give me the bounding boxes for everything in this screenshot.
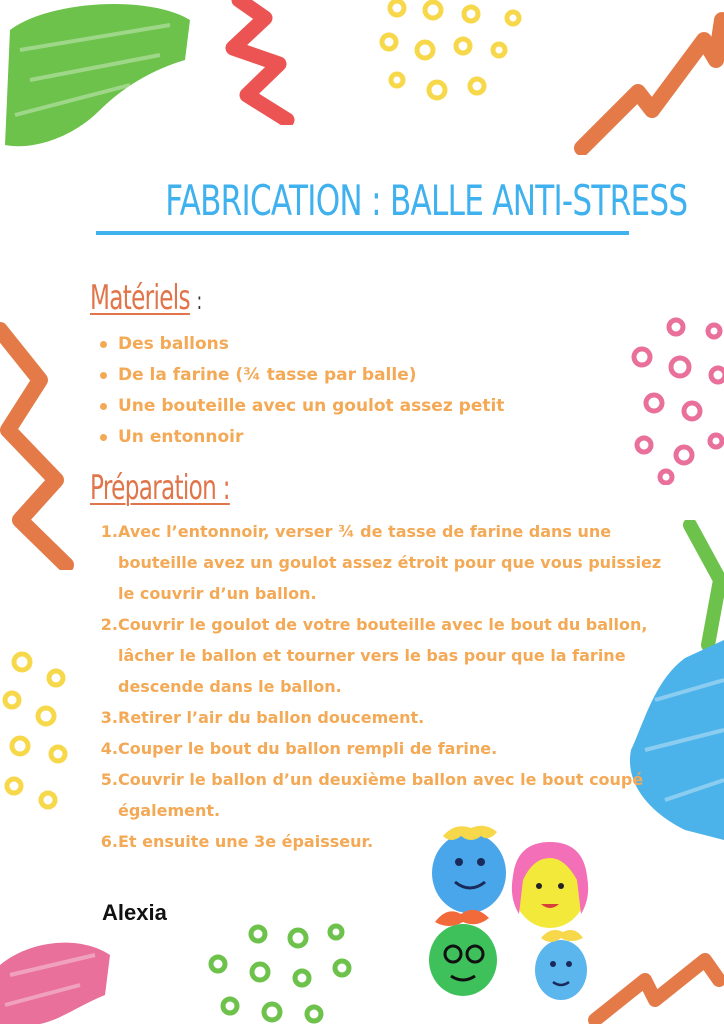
step-number: 6. — [100, 832, 118, 851]
step-number: 1. — [100, 522, 118, 541]
green-ball-face — [429, 910, 497, 996]
step-number: 4. — [100, 739, 118, 758]
preparation-heading — [90, 468, 230, 508]
materials-list-item: Des ballons — [100, 330, 504, 361]
preparation-step — [96, 764, 666, 826]
preparation-step — [96, 702, 666, 733]
orange-zigzag-left — [0, 320, 80, 570]
green-stroke-right — [680, 520, 724, 650]
materials-list-item: Un entonnoir — [100, 423, 504, 454]
step-text: Couvrir le goulot de votre bouteille avec le bout du ballon, lâcher le ballon et tourner vers le bas pour que la farine descende dans le ballon. — [118, 615, 648, 696]
step-text: Et ensuite une 3e épaisseur. — [118, 832, 374, 851]
red-zigzag-stroke — [225, 0, 295, 125]
materials-heading — [90, 278, 201, 318]
step-number: 2. — [100, 615, 118, 634]
materials-heading-text: Matériels — [90, 278, 190, 318]
step-text: Retirer l’air du ballon doucement. — [118, 708, 425, 727]
step-text: Couper le bout du ballon rempli de farine. — [118, 739, 498, 758]
preparation-heading-text: Préparation : — [90, 468, 230, 508]
author-name: Alexia — [102, 900, 167, 925]
materials-list — [100, 330, 504, 454]
materials-list-item: De la farine (¾ tasse par balle) — [100, 361, 504, 392]
orange-zigzag-top-right — [570, 0, 724, 155]
step-text: Couvrir le ballon d’un deuxième ballon avec le bout coupé également. — [118, 770, 644, 820]
small-blue-ball-face — [535, 930, 587, 1000]
title-underline — [96, 231, 629, 235]
preparation-step — [96, 516, 666, 609]
step-text: Avec l’entonnoir, verser ¾ de tasse de farine dans une bouteille avez un goulot assez étroit pour que vous puissiez le couvrir d’un ballon. — [118, 522, 662, 603]
pink-dots-right — [630, 315, 724, 485]
step-number: 5. — [100, 770, 118, 789]
pink-paint-splash-bottom-left — [0, 935, 115, 1024]
step-number: 3. — [100, 708, 118, 727]
green-paint-splash-top-left — [0, 0, 200, 160]
preparation-step — [96, 609, 666, 702]
preparation-steps — [96, 516, 666, 857]
preparation-step — [96, 733, 666, 764]
yellow-dots-top — [375, 0, 535, 115]
materials-heading-colon: : — [196, 287, 202, 315]
preparation-step — [96, 826, 666, 857]
yellow-dots-left — [0, 650, 75, 820]
materials-list-item: Une bouteille avec un goulot assez petit — [100, 392, 504, 423]
page-title: FABRICATION : BALLE ANTI-STRESS — [165, 176, 688, 225]
green-dots-bottom — [200, 920, 370, 1024]
